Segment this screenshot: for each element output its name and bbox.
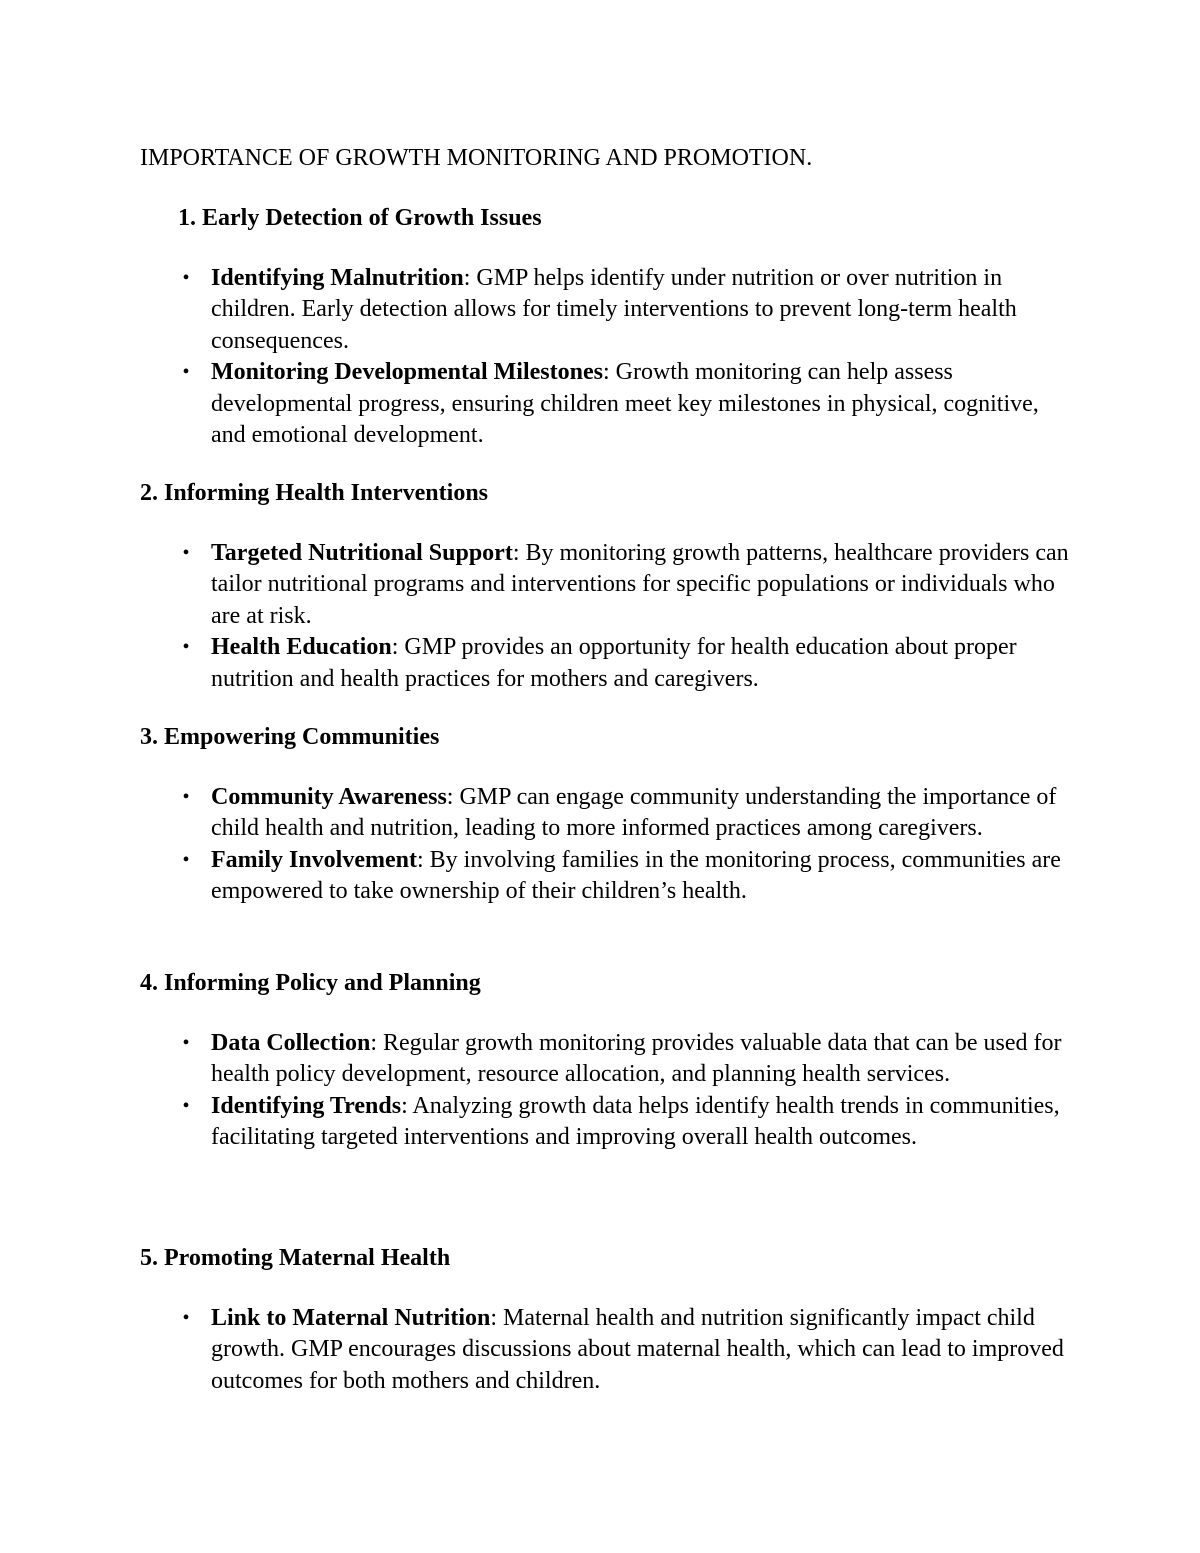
- list-item: [140, 538, 1070, 633]
- bullet-list: [140, 1303, 1070, 1398]
- section-policy-planning: [140, 968, 1070, 1154]
- item-term: Link to Maternal Nutrition: [211, 1304, 491, 1331]
- bullet-icon: •: [182, 785, 190, 808]
- bullet-list: [140, 263, 1070, 452]
- item-term: Data Collection: [211, 1029, 371, 1056]
- section-early-detection: [140, 203, 1070, 452]
- bullet-icon: •: [182, 361, 190, 383]
- bullet-list: [140, 538, 1070, 696]
- list-item: [140, 263, 1070, 358]
- bullet-icon: •: [182, 1031, 190, 1054]
- list-item: [140, 1091, 1070, 1154]
- document-title: IMPORTANCE OF GROWTH MONITORING AND PROMOTION.: [140, 145, 813, 171]
- item-term: Community Awareness: [211, 783, 447, 810]
- bullet-icon: •: [182, 1306, 190, 1329]
- item-text: : Regular growth monitoring provides valuable data that can be used for health policy development, resource allocation, and planning health services.: [211, 1029, 1062, 1087]
- section-empowering-communities: [140, 722, 1070, 908]
- item-text: : GMP provides an opportunity for health education about proper nutrition and health practices for mothers and caregivers.: [211, 634, 1017, 692]
- section-heading: 5. Promoting Maternal Health: [140, 1245, 451, 1271]
- item-term: Family Involvement: [211, 846, 417, 873]
- section-heading: 1. Early Detection of Growth Issues: [178, 205, 542, 231]
- item-text: : GMP can engage community understanding the importance of child health and nutrition, leading to more informed practices among caregivers.: [211, 783, 1057, 841]
- item-text: : By monitoring growth patterns, healthcare providers can tailor nutritional programs and interventions for specific populations or individuals who are at risk.: [211, 539, 1069, 629]
- item-term: Identifying Trends: [211, 1092, 402, 1119]
- bullet-icon: •: [182, 266, 190, 289]
- item-term: Targeted Nutritional Support: [211, 539, 513, 566]
- section-heading: 2. Informing Health Interventions: [140, 480, 488, 506]
- item-text: : GMP helps identify under nutrition or over nutrition in children. Early detection allows for timely interventions to prevent long-term health consequences.: [211, 264, 1017, 354]
- item-text: : Analyzing growth data helps identify health trends in communities, facilitating targeted interventions and improving overall health outcomes.: [211, 1092, 1060, 1150]
- list-item: [140, 1303, 1070, 1398]
- bullet-list: [140, 1028, 1070, 1154]
- item-text: : By involving families in the monitoring process, communities are empowered to take ownership of their children’s health.: [211, 846, 1061, 904]
- item-term: Health Education: [211, 634, 392, 660]
- item-text: : Growth monitoring can help assess developmental progress, ensuring children meet key milestones in physical, cognitive, and emotional development.: [211, 359, 1039, 448]
- section-maternal-health: [140, 1243, 1070, 1397]
- section-heading: 3. Empowering Communities: [140, 724, 440, 750]
- list-item: [140, 357, 1070, 452]
- item-text: : Maternal health and nutrition significantly impact child growth. GMP encourages discussions about maternal health, which can lead to improved outcomes for both mothers and children.: [211, 1304, 1064, 1394]
- item-term: Monitoring Developmental Milestones: [211, 359, 603, 385]
- bullet-icon: •: [182, 636, 190, 658]
- item-term: Identifying Malnutrition: [211, 264, 464, 291]
- bullet-list: [140, 782, 1070, 908]
- bullet-icon: •: [182, 848, 190, 871]
- list-item: [140, 1028, 1070, 1091]
- list-item: [140, 632, 1070, 695]
- bullet-icon: •: [182, 541, 190, 564]
- section-health-interventions: [140, 478, 1070, 695]
- list-item: [140, 782, 1070, 845]
- bullet-icon: •: [182, 1094, 190, 1117]
- list-item: [140, 845, 1070, 908]
- section-heading: 4. Informing Policy and Planning: [140, 970, 481, 996]
